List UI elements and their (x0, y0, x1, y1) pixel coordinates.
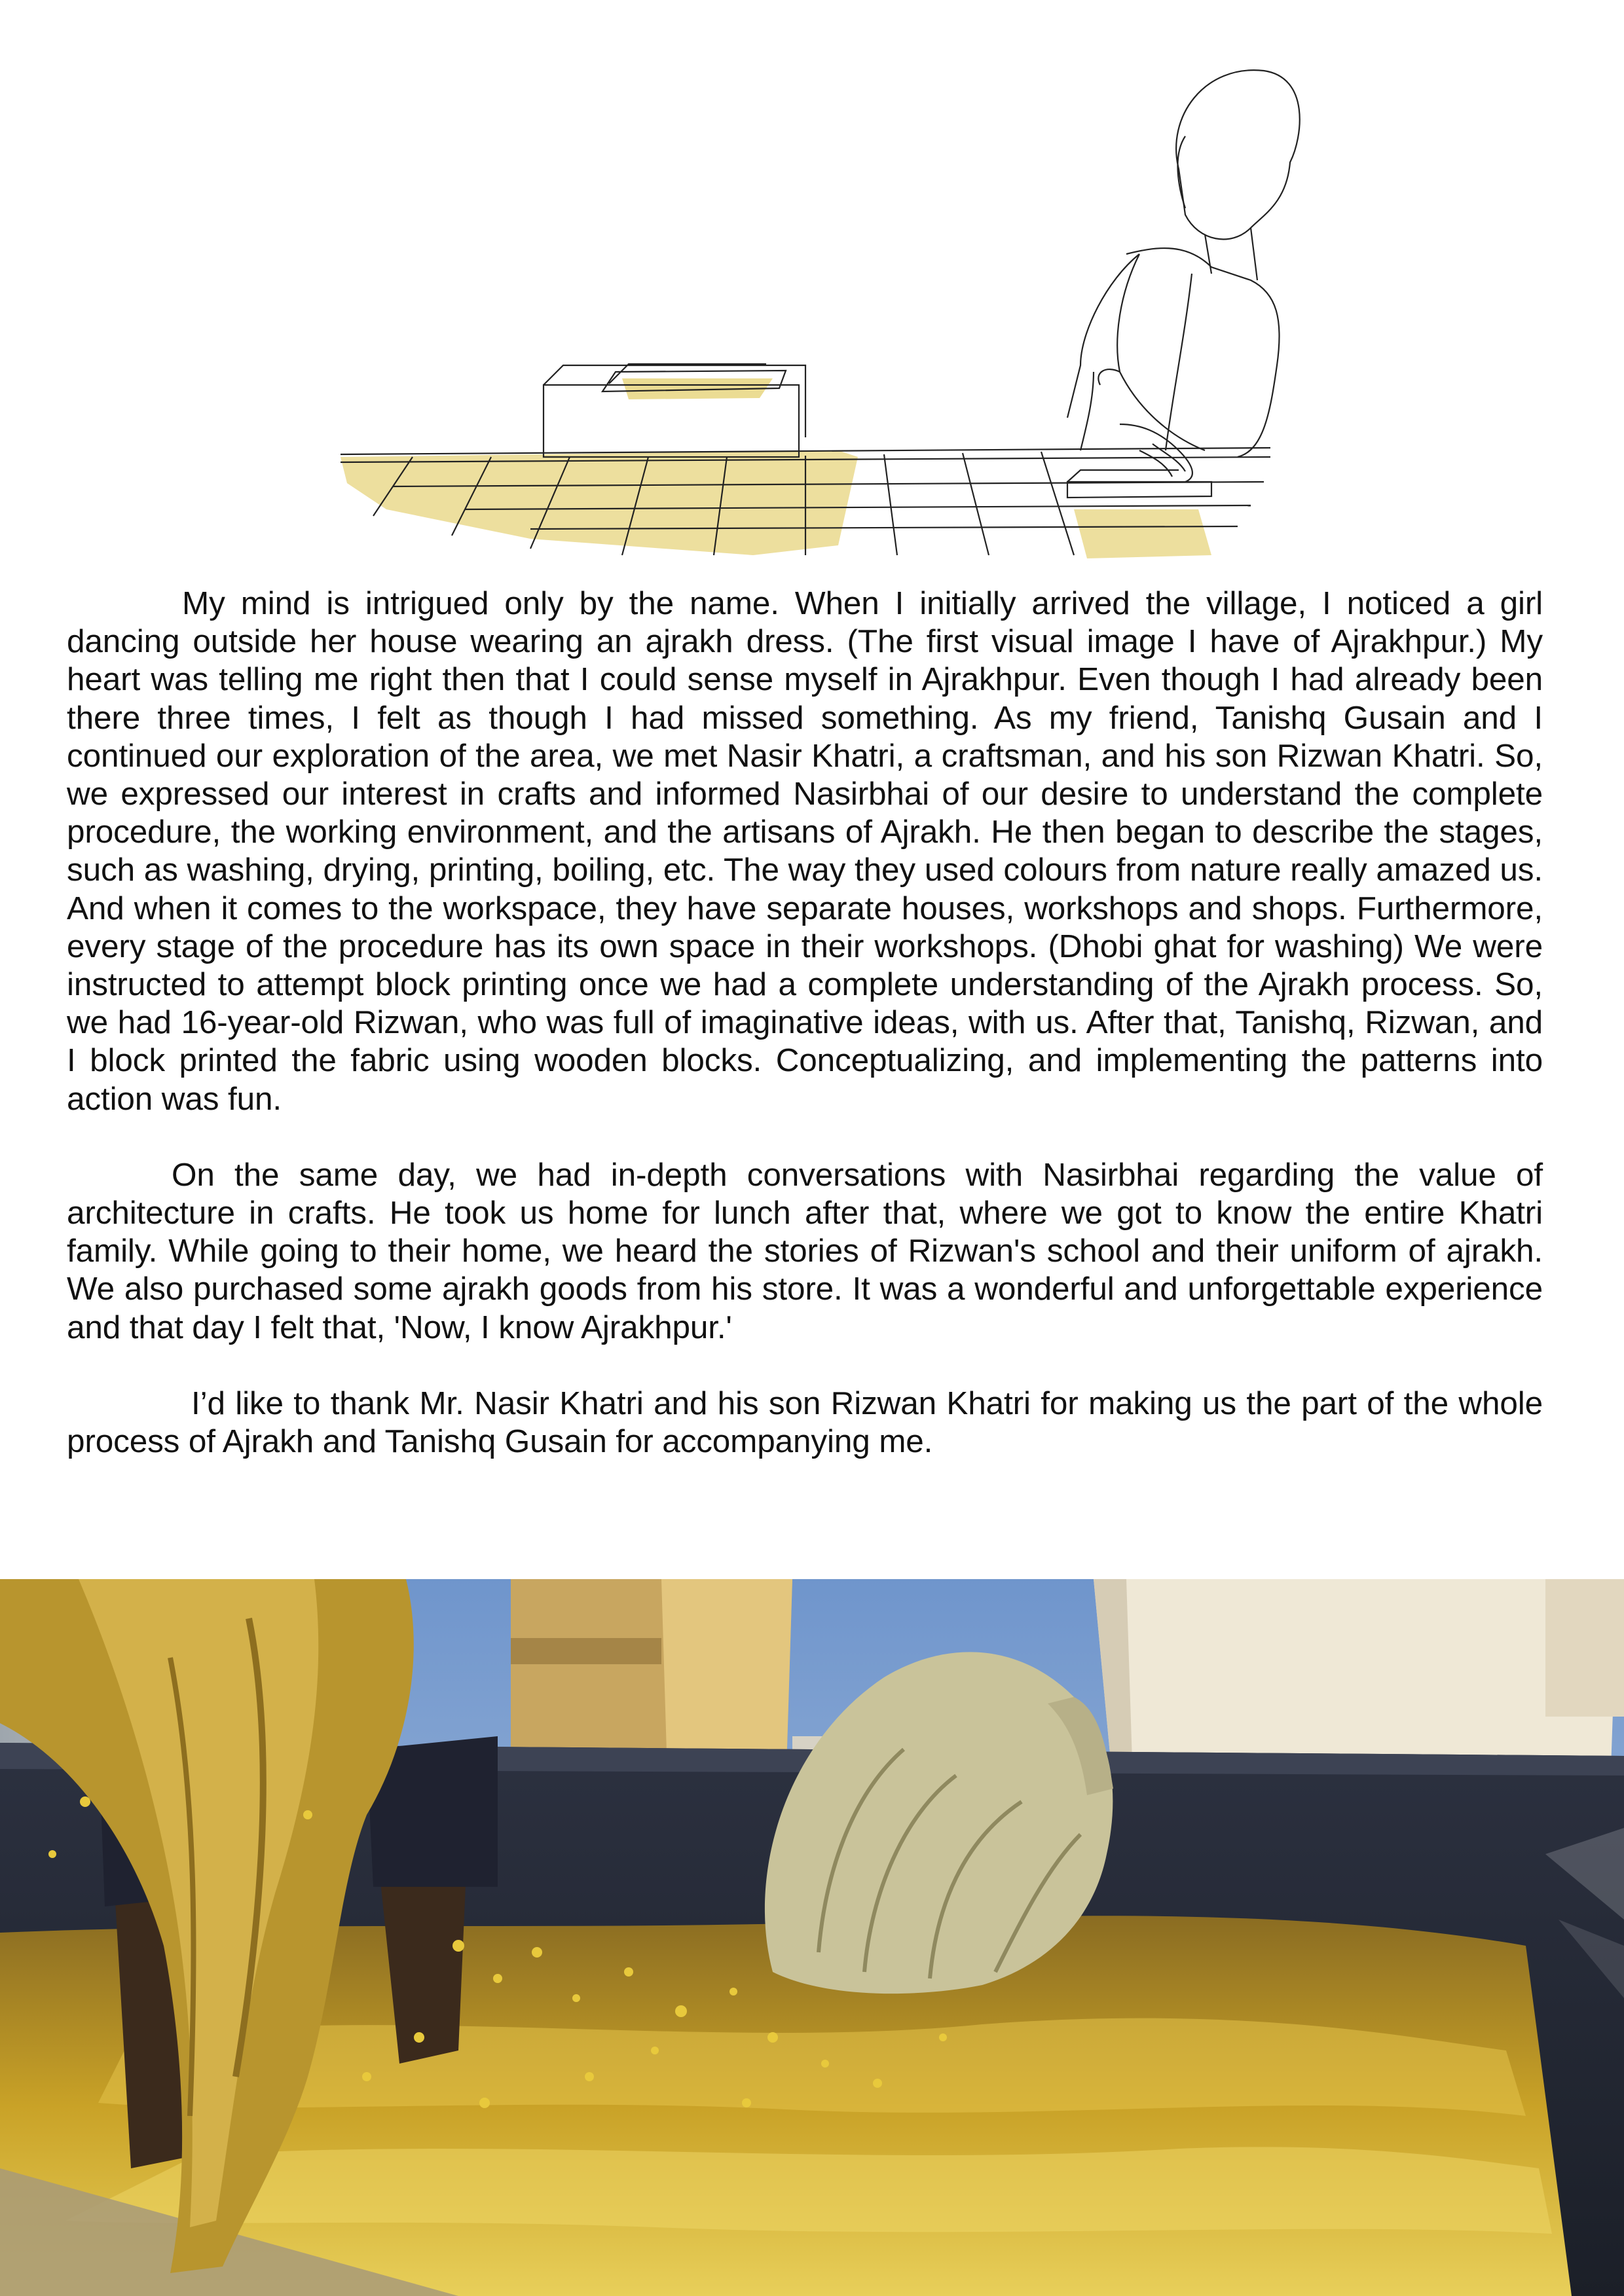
dye-tank-photo (0, 1579, 1624, 2296)
block-printing-sketch-icon (334, 58, 1303, 562)
artisan-sketch-illustration (334, 58, 1303, 562)
paragraph-acknowledgement: I’d like to thank Mr. Nasir Khatri and his son Rizwan Khatri for making us the part of the whole process of Ajrakh and Tanishq Gusain for accompanying me. (67, 1385, 1543, 1460)
article-body (67, 585, 1543, 1461)
fabric-washing-photo-icon (0, 1579, 1624, 2296)
paragraph-visit-story: My mind is intrigued only by the name. When I initially arrived the village, I noticed a girl dancing outside her house wearing an ajrakh dress. (The first visual image I have of Ajrakhpur.) My heart was telling me right then that I could sense myself in Ajrakhpur. Even though I had already been there three times, I felt as though I had missed something. As my friend, Tanishq Gusain and I continued our exploration of the area, we met Nasir Khatri, a craftsman, and his son Rizwan Khatri. So, we expressed our interest in crafts and informed Nasirbhai of our desire to understand the complete procedure, the working environment, and the artisans of Ajrakh. He then began to describe the stages, such as washing, drying, printing, boiling, etc. The way they used colours from nature really amazed us. And when it comes to the workspace, they have separate houses, workshops and shops. Furthermore, every stage of the procedure has its own space in their workshops. (Dhobi ghat for washing) We were instructed to attempt block printing once we had a complete understanding of the Ajrakh process. So, we had 16-year-old Rizwan, who was full of imaginative ideas, with us. After that, Tanishq, Rizwan, and I block printed the fabric using wooden blocks. Conceptualizing, and implementing the patterns into action was fun. (67, 585, 1543, 1117)
paragraph-khatri-family: On the same day, we had in-depth conversations with Nasirbhai regarding the value of architecture in crafts. He took us home for lunch after that, where we got to know the entire Khatri family. While going to their home, we heard the stories of Rizwan's school and their uniform of ajrakh. We also purchased some ajrakh goods from his store. It was a wonderful and unforgettable experience and that day I felt that, 'Now, I know Ajrakhpur.' (67, 1156, 1543, 1345)
